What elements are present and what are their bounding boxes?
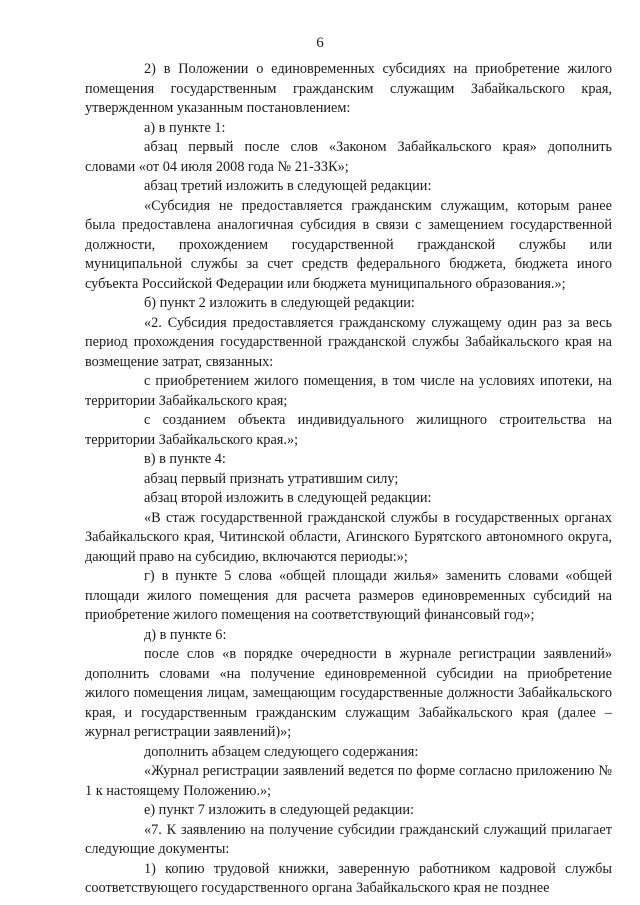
paragraph: абзац второй изложить в следующей редакции:	[144, 490, 432, 506]
paragraph: «В стаж государственной гражданской службы в государственных органах Забайкальского края, Читинской области, Агинского Бурятского автономного округа, дающий право на субсидию, включаются периоды:»;	[85, 509, 612, 565]
paragraph: абзац третий изложить в следующей редакции:	[144, 178, 432, 194]
paragraph: дополнить абзацем следующего содержания:	[144, 743, 419, 760]
paragraph: 1) копию трудовой книжки, заверенную работником кадровой службы соответствующего государственного органа Забайкальского края не позднее	[85, 860, 612, 896]
paragraph: г) в пункте 5 слова «общей площади жилья» заменить словами «общей площади жилого помещения для расчета размеров единовременных субсидий на приобретение жилого помещения на соответствующий финансовый год»;	[85, 568, 612, 623]
page-number: 6	[316, 35, 324, 51]
paragraph: «7. К заявлению на получение субсидии гражданский служащий прилагает следующие документы:	[85, 821, 612, 857]
paragraph: е) пункт 7 изложить в следующей редакции:	[144, 802, 414, 818]
document-body	[85, 60, 612, 899]
paragraph: в) в пункте 4:	[144, 451, 226, 467]
paragraph: с созданием объекта индивидуального жилищного строительства на территории Забайкальского края.»;	[85, 412, 612, 448]
paragraph: «Журнал регистрации заявлений ведется по форме согласно приложению № 1 к настоящему Положению.»;	[85, 763, 612, 799]
paragraph: «2. Субсидия предоставляется гражданскому служащему один раз за весь период прохождения государственной гражданской службы Забайкальского края на возмещение затрат, связанных:	[85, 314, 612, 370]
paragraph: д) в пункте 6:	[144, 626, 227, 643]
paragraph: с приобретением жилого помещения, в том числе на условиях ипотеки, на территории Забайкальского края;	[85, 373, 612, 409]
paragraph: абзац первый после слов «Законом Забайкальского края» дополнить словами «от 04 июля 2008 года № 21-ЗЗК»;	[85, 139, 612, 175]
paragraph: 2) в Положении о единовременных субсидиях на приобретение жилого помещения государственным гражданским служащим Забайкальского края, утвержденном указанным постановлением:	[85, 61, 612, 116]
paragraph: «Субсидия не предоставляется гражданским служащим, которым ранее была предоставлена аналогичная субсидия в связи с замещением государственной должности, прохождением государственной гражданской службы или муниципальной службы за счет средств федерального бюджета, бюджета иного субъекта Российской Федерации или бюджета муниципального образования.»;	[85, 197, 612, 292]
paragraph: а) в пункте 1:	[144, 119, 226, 136]
paragraph: после слов «в порядке очередности в журнале регистрации заявлений» дополнить словами «на получение единовременной субсидии на приобретение жилого помещения лицам, замещающим государственные должности Забайкальского края, и государственным гражданским служащим Забайкальского края (далее – журнал регистрации заявлений)»;	[85, 646, 612, 740]
paragraph: абзац первый признать утратившим силу;	[144, 470, 399, 487]
paragraph: б) пункт 2 изложить в следующей редакции:	[144, 295, 415, 311]
